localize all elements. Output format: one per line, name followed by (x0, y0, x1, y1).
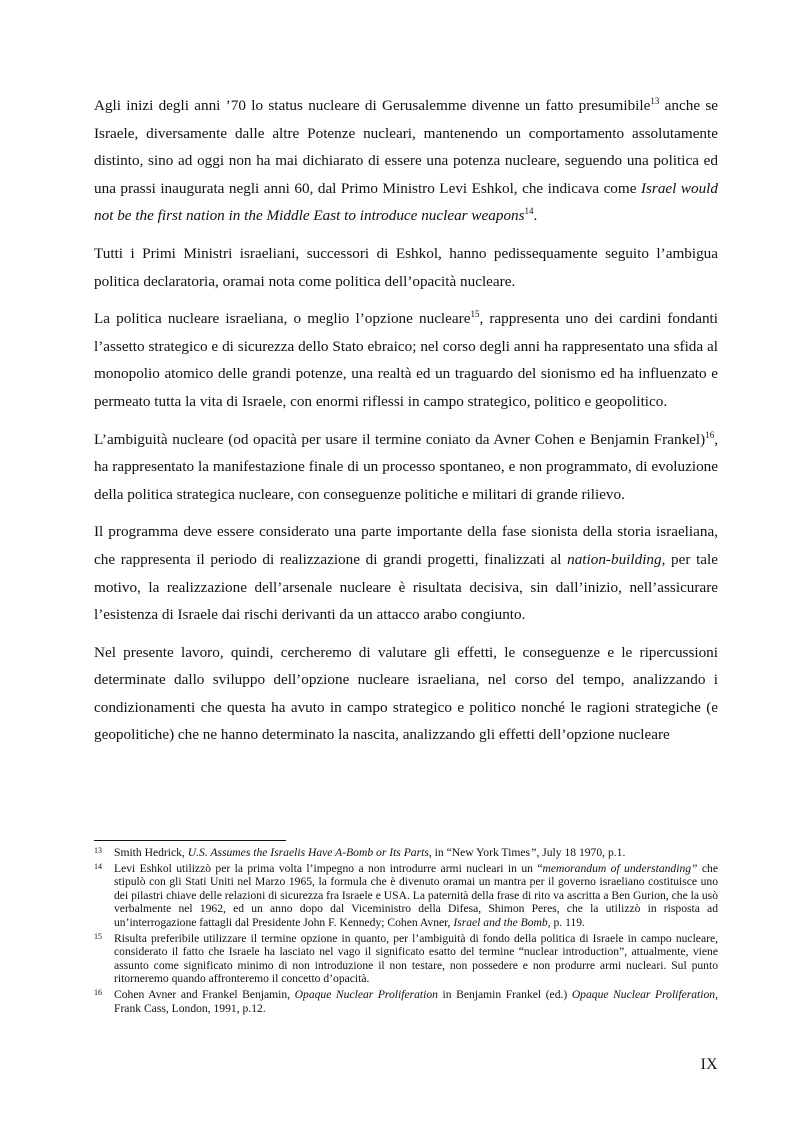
italic-text: Israel and the Bomb, (453, 915, 551, 929)
paragraph: Tutti i Primi Ministri israeliani, successori di Eshkol, hanno pedissequamente seguito l’ambigua politica declaratoria, oramai nota come politica dell’opacità nucleare. (94, 244, 718, 290)
footnote-number: 15 (94, 931, 102, 941)
footnote-reference: 15 (470, 309, 480, 320)
footnote-text: Cohen Avner and Frankel Benjamin, Opaque Nuclear Proliferation in Benjamin Frankel (ed.) Opaque Nuclear Proliferation, Frank Cass, London, 1991, p.12. (114, 987, 718, 1015)
footnote (94, 932, 718, 986)
footnote-text: Smith Hedrick, U.S. Assumes the Israelis Have A-Bomb or Its Parts, in “New York Times”, July 18 1970, p.1. (114, 846, 626, 859)
footnote-text: Levi Eshkol utilizzò per la prima volta l’impegno a non introdurre armi nucleari in un “memorandum of understanding” che stipulò con gli Stati Uniti nel Marzo 1965, la formula che è divenuto oramai un mantra per il governo israeliano costituisce uno dei pilastri chiave delle relazioni di sicurezza fra Israele e USA. La paternità della frase di rito va ascritta a Ben Gurion, che la usò verbalmente nel 1962, ed un anno dopo dal Viceministro della Difesa, Shimon Peres, che la utilizzò in risposta ad un’interrogazione fattagli dal Presidente John F. Kennedy; Cohen Avner, Israel and the Bomb, p. 119. (114, 861, 718, 929)
italic-text: Opaque Nuclear Proliferation (294, 987, 438, 1001)
italic-text: U.S. Assumes the Israelis Have A-Bomb or Its Parts, (187, 846, 432, 859)
footnotes (94, 846, 718, 1017)
footnote (94, 846, 718, 860)
footnote-reference: 16 (705, 429, 715, 440)
footnote-separator (94, 840, 286, 841)
italic-text: Opaque Nuclear Proliferation, (571, 987, 718, 1001)
footnote-number: 14 (94, 861, 102, 871)
footnote-number: 13 (94, 846, 102, 855)
footnote (94, 988, 718, 1015)
italic-text: memorandum of understanding” (542, 861, 698, 875)
paragraph: Agli inizi degli anni ’70 lo status nucleare di Gerusalemme divenne un fatto presumibile$^{13}$ anche se Israele, diversamente dalle altre Potenze nucleari, mantenendo un comportamento assolutamente distinto, sino ad oggi non ha mai dichiarato di essere una potenza nucleare, seguendo una politica ed una prassi inaugurata negli anni 60, dal Primo Ministro Levi Eshkol, che indicava come Israel would not be the first nation in the Middle East to introduce nuclear weapons$^{14}$. (94, 96, 719, 225)
italic-text: Israel would not be the first nation in the Middle East to introduce nuclear weapons (94, 179, 718, 225)
page-number: IX (700, 1056, 718, 1073)
body-text (94, 92, 718, 749)
footnote-reference: 14 (524, 206, 534, 217)
paragraph: La politica nucleare israeliana, o meglio l’opzione nucleare$^{15}$, rappresenta uno dei cardini fondanti l’assetto strategico e di sicurezza dello Stato ebraico; nel corso degli anni ha rappresentato una sfida al monopolio atomico delle grandi potenze, una realtà ed un traguardo del sionismo ed ha influenzato e permeato tutta la vita di Israele, con enormi riflessi in campo strategico, politico e geopolitico. (94, 309, 718, 410)
footnote (94, 862, 718, 930)
footnote-reference: 13 (650, 96, 660, 106)
paragraph: Nel presente lavoro, quindi, cercheremo di valutare gli effetti, le conseguenze e le ripercussioni determinate dallo sviluppo dell’opzione nucleare israeliana, nel corso del tempo, analizzando i condizionamenti che questa ha avuto in campo strategico e politico nonché le ragioni strategiche (e geopolitiche) che ne hanno determinato la nascita, analizzando gli effetti dell’opzione nucleare (94, 643, 718, 744)
italic-text: nation-building (567, 550, 662, 568)
paragraph: Il programma deve essere considerato una parte importante della fase sionista della storia israeliana, che rappresenta il periodo di realizzazione di grandi progetti, finalizzati al nation-building, per tale motivo, la realizzazione dell’arsenale nucleare è risultata decisiva, sin dall’inizio, nell’assicurare l’esistenza di Israele dai rischi derivanti da un attacco arabo congiunto. (94, 523, 718, 624)
italic-text: ” (530, 846, 537, 859)
footnote-number: 16 (94, 987, 102, 997)
paragraph: L’ambiguità nucleare (od opacità per usare il termine coniato da Avner Cohen e Benjamin Frankel)$^{16}$, ha rappresentato la manifestazione finale di un processo spontaneo, e non programmato, di evoluzione della politica strategica nucleare, con conseguenze politiche e militari di grande rilievo. (94, 429, 718, 503)
footnote-text: Risulta preferibile utilizzare il termine opzione in quanto, per l’ambiguità di fondo della politica di Israele in campo nucleare, considerato il fatto che Israele ha lasciato nel vago il significato esatto del termine “nuclear introduction”, attualmente, viene assunto come significato minimo di non introduzione il non testare, non possedere e non produrre armi nucleari. Sul punto ritorneremo quando affronteremo il concetto d’opacità. (114, 931, 718, 986)
